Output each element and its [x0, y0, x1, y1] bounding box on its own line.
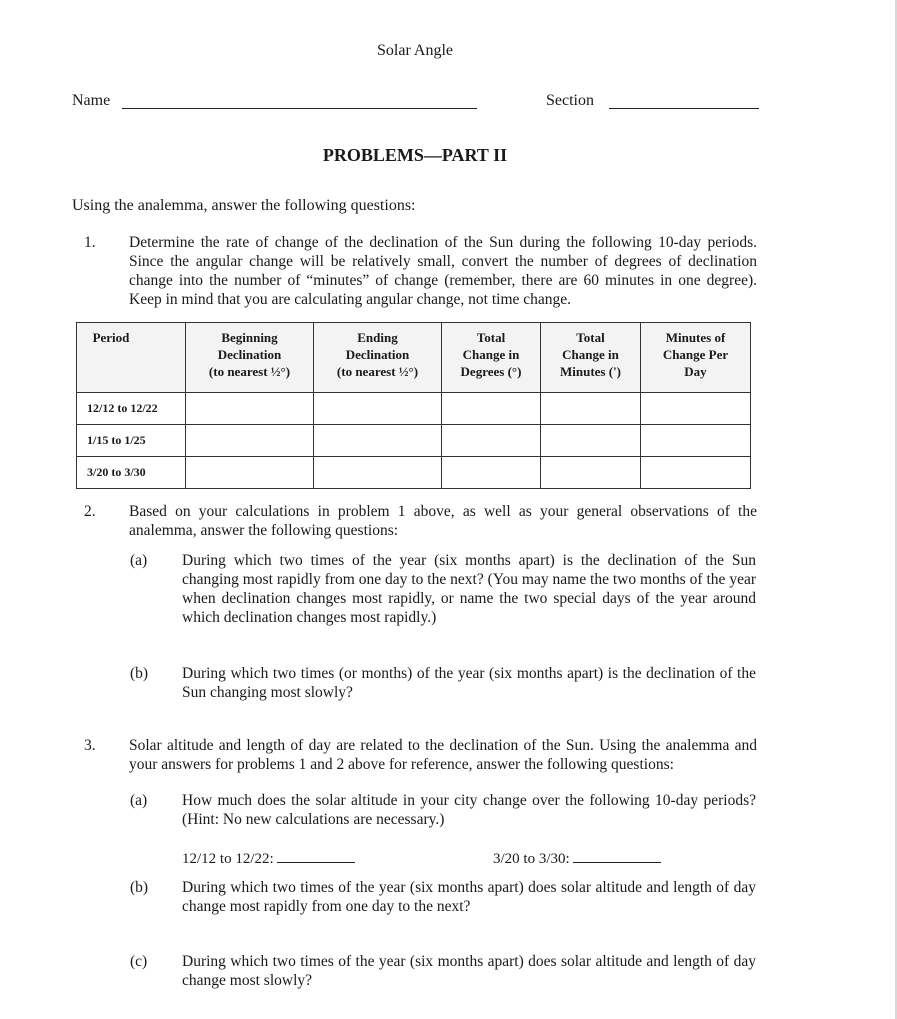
answer-cell[interactable] [541, 457, 641, 489]
subquestion-label: (b) [130, 665, 149, 682]
fill-label: 3/20 to 3/30: [493, 851, 570, 867]
answer-cell[interactable] [314, 393, 442, 425]
answer-cell[interactable] [186, 425, 314, 457]
subquestion-label: (b) [130, 879, 149, 896]
intro-text: Using the analemma, answer the following questions: [72, 197, 416, 214]
col-header-beginning-declination: Beginning Declination (to nearest ½°) [186, 323, 314, 393]
subquestion-label: (a) [130, 552, 148, 569]
page-title: PROBLEMS—PART II [322, 145, 508, 165]
subquestion-text: During which two times of the year (six months apart) does solar altitude and length of day change most slowly? [182, 953, 756, 989]
section-label: Section [546, 92, 594, 109]
answer-cell[interactable] [314, 425, 442, 457]
answer-cell[interactable] [442, 425, 541, 457]
answer-cell[interactable] [641, 457, 751, 489]
col-header-total-degrees: Total Change in Degrees (°) [442, 323, 541, 393]
subquestion-label: (a) [130, 792, 148, 809]
col-header-period: Period [77, 323, 186, 393]
answer-cell[interactable] [186, 457, 314, 489]
question-text: Determine the rate of change of the declination of the Sun during the following 10-day periods. Since the angular change will be relatively small, convert the number of degrees of declination change into the number of “minutes” of change (remember, there are 60 minutes in one degree). Keep in mind that you are calculating angular change, not time change. [129, 234, 757, 308]
answer-blank[interactable] [573, 848, 661, 863]
answer-blank[interactable] [277, 848, 355, 863]
question-number: 1. [84, 234, 96, 251]
subquestion-text: During which two times of the year (six months apart) does solar altitude and length of day change most rapidly from one day to the next? [182, 879, 756, 915]
question-text: Solar altitude and length of day are related to the declination of the Sun. Using the analemma and your answers for problems 1 and 2 above for reference, answer the following questions: [129, 737, 757, 773]
period-cell: 12/12 to 12/22 [77, 393, 186, 425]
col-header-total-minutes: Total Change in Minutes (') [541, 323, 641, 393]
fill-label: 12/12 to 12/22: [182, 851, 274, 867]
subquestion-text: During which two times of the year (six months apart) is the declination of the Sun changing most rapidly from one day to the next? (You may name the two months of the year when declination changes most rapidly, or name the two special days of the year around which declination changes most rapidly.) [182, 552, 756, 626]
name-field[interactable] [122, 108, 477, 109]
answer-cell[interactable] [186, 393, 314, 425]
subquestion-label: (c) [130, 953, 148, 970]
period-cell: 1/15 to 1/25 [77, 425, 186, 457]
period-cell: 3/20 to 3/30 [77, 457, 186, 489]
name-label: Name [72, 92, 111, 109]
subquestion-text: How much does the solar altitude in your city change over the following 10-day periods? (Hint: No new calculations are necessary.) [182, 792, 756, 828]
answer-cell[interactable] [541, 393, 641, 425]
fill-12-12 [182, 848, 355, 868]
table-row [77, 393, 751, 425]
table-row [77, 457, 751, 489]
table-header-row [77, 323, 751, 393]
answer-cell[interactable] [314, 457, 442, 489]
question-text: Based on your calculations in problem 1 above, as well as your general observations of the analemma, answer the following questions: [129, 503, 757, 539]
section-field[interactable] [609, 108, 759, 109]
table-row [77, 425, 751, 457]
declination-table [76, 322, 751, 489]
question-number: 3. [84, 737, 96, 754]
answer-cell[interactable] [541, 425, 641, 457]
answer-cell[interactable] [641, 425, 751, 457]
answer-cell[interactable] [442, 393, 541, 425]
subquestion-text: During which two times (or months) of the year (six months apart) is the declination of the Sun changing most slowly? [182, 665, 756, 701]
answer-cell[interactable] [442, 457, 541, 489]
fill-3-20 [493, 848, 661, 868]
running-header: Solar Angle [377, 42, 453, 59]
answer-cell[interactable] [641, 393, 751, 425]
name-section-row [72, 92, 762, 114]
col-header-minutes-per-day: Minutes of Change Per Day [641, 323, 751, 393]
question-number: 2. [84, 503, 96, 520]
col-header-ending-declination: Ending Declination (to nearest ½°) [314, 323, 442, 393]
